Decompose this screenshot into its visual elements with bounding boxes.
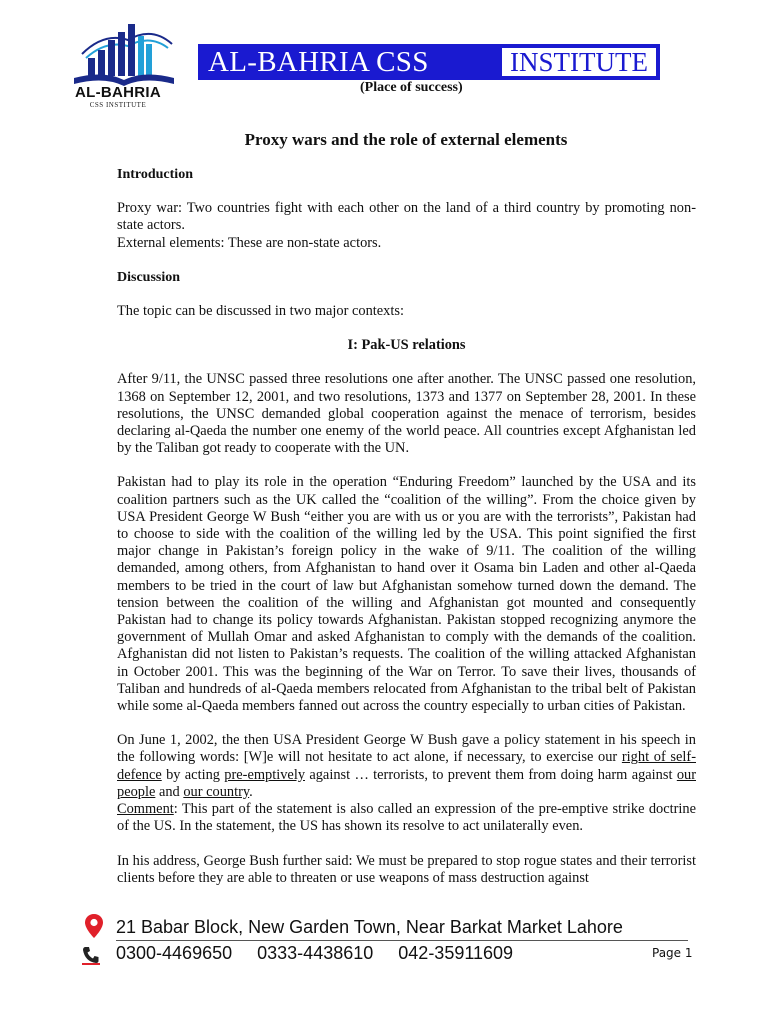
phone-number: 042-35911609 xyxy=(398,943,514,963)
phone-number: 0333-4438610 xyxy=(257,943,374,963)
document-body xyxy=(117,166,696,887)
section-subheading: I: Pak-US relations xyxy=(347,337,466,354)
discussion-paragraph-1: The topic can be discussed in two major contexts: xyxy=(117,303,404,320)
discussion-paragraph-2: After 9/11, the UNSC passed three resolutions one after another. The UNSC passed one resolution, 1368 on September 12, 2001, and two resolutions, 1373 and 1377 on September 28, 2001. In these resolutions, the UNSC demanded global cooperation against the menace of terrorism, besides declaring al-Qaeda the number one enemy of the world peace. All countries except Afghanistan led by the Taliban got ready to cooperate with the UN. xyxy=(117,371,696,457)
intro-paragraph-1: Proxy war: Two countries fight with each other on the land of a third country by promoting non-state actors. xyxy=(117,200,696,234)
footer-phone-numbers xyxy=(116,943,533,964)
comment-label: Comment xyxy=(117,801,174,818)
phone-number: 0300-4469650 xyxy=(116,943,233,963)
phone-icon xyxy=(80,944,102,966)
underlined-phrase: our country xyxy=(183,783,250,800)
logo-subtext: CSS INSTITUTE xyxy=(89,101,147,109)
tagline: (Place of success) xyxy=(360,80,463,95)
underlined-phrase: our people xyxy=(117,766,696,800)
logo-text: AL-BAHRIA xyxy=(74,84,162,101)
comment-paragraph: Comment: This part of the statement is also called an expression of the pre-emptive strike doctrine of the US. In the statement, the US has shown its resolve to act unilaterally even. xyxy=(117,801,696,835)
banner-right-text: INSTITUTE xyxy=(502,48,656,76)
introduction-heading: Introduction xyxy=(117,167,193,182)
underlined-phrase: pre-emptively xyxy=(224,766,306,783)
underlined-phrase: right of self-defence xyxy=(117,749,696,783)
banner-left-text: AL-BAHRIA CSS xyxy=(208,46,429,78)
location-pin-icon xyxy=(84,913,104,939)
footer-divider xyxy=(116,940,688,941)
discussion-paragraph-3: Pakistan had to play its role in the operation “Enduring Freedom” launched by the USA and its coalition partners such as the UK called the “coalition of the willing”. From the choice given by USA President George W Bush “either you are with us or you are with the terrorists”, Pakistan had to choose to side with the coalition of the willing led by the USA. This point signified the first major change in Pakistan’s foreign policy in the wake of 9/11. The coalition of the willing demanded, among others, from Afghanistan to hand over it Osama bin Laden and other al-Qaeda members to be tried in the court of law but Afghanistan somehow turned down the demand. The tension between the coalition of the willing and Afghanistan got mounted and consequently Pakistan had to change its policy towards Afghanistan. Pakistan stopped recognizing anymore the government of Mullah Omar and asked Afghanistan to comply with the demands of the coalition. Afghanistan did not listen to Pakistan’s requests. The coalition of the willing attacked Afghanistan in October 2001. This was the beginning of the War on Terror. To save their lives, thousands of Taliban and hundreds of al-Qaeda members relocated from Afghanistan to the tribal belt of Pakistan while some al-Qaeda members fanned out across the country especially to urban cities of Pakistan. xyxy=(117,474,696,715)
page-number: Page 1 xyxy=(652,946,693,960)
discussion-heading: Discussion xyxy=(117,269,181,285)
document-title: Proxy wars and the role of external elements xyxy=(244,130,568,149)
discussion-paragraph-4: On June 1, 2002, the then USA President George W Bush gave a policy statement in his speech in the following words: [W]e will not hesitate to act alone, if necessary, to exercise our right of self-defence by acting pre-emptively against … terrorists, to prevent them from doing harm against our people and our country. xyxy=(117,732,696,800)
discussion-paragraph-5: In his address, George Bush further said: We must be prepared to stop rogue states and their terrorist clients before they are able to threaten or use weapons of mass destruction against xyxy=(117,852,696,886)
intro-paragraph-2: External elements: These are non-state actors. xyxy=(117,234,382,251)
institute-banner xyxy=(198,44,660,80)
footer-address: 21 Babar Block, New Garden Town, Near Barkat Market Lahore xyxy=(116,917,623,937)
